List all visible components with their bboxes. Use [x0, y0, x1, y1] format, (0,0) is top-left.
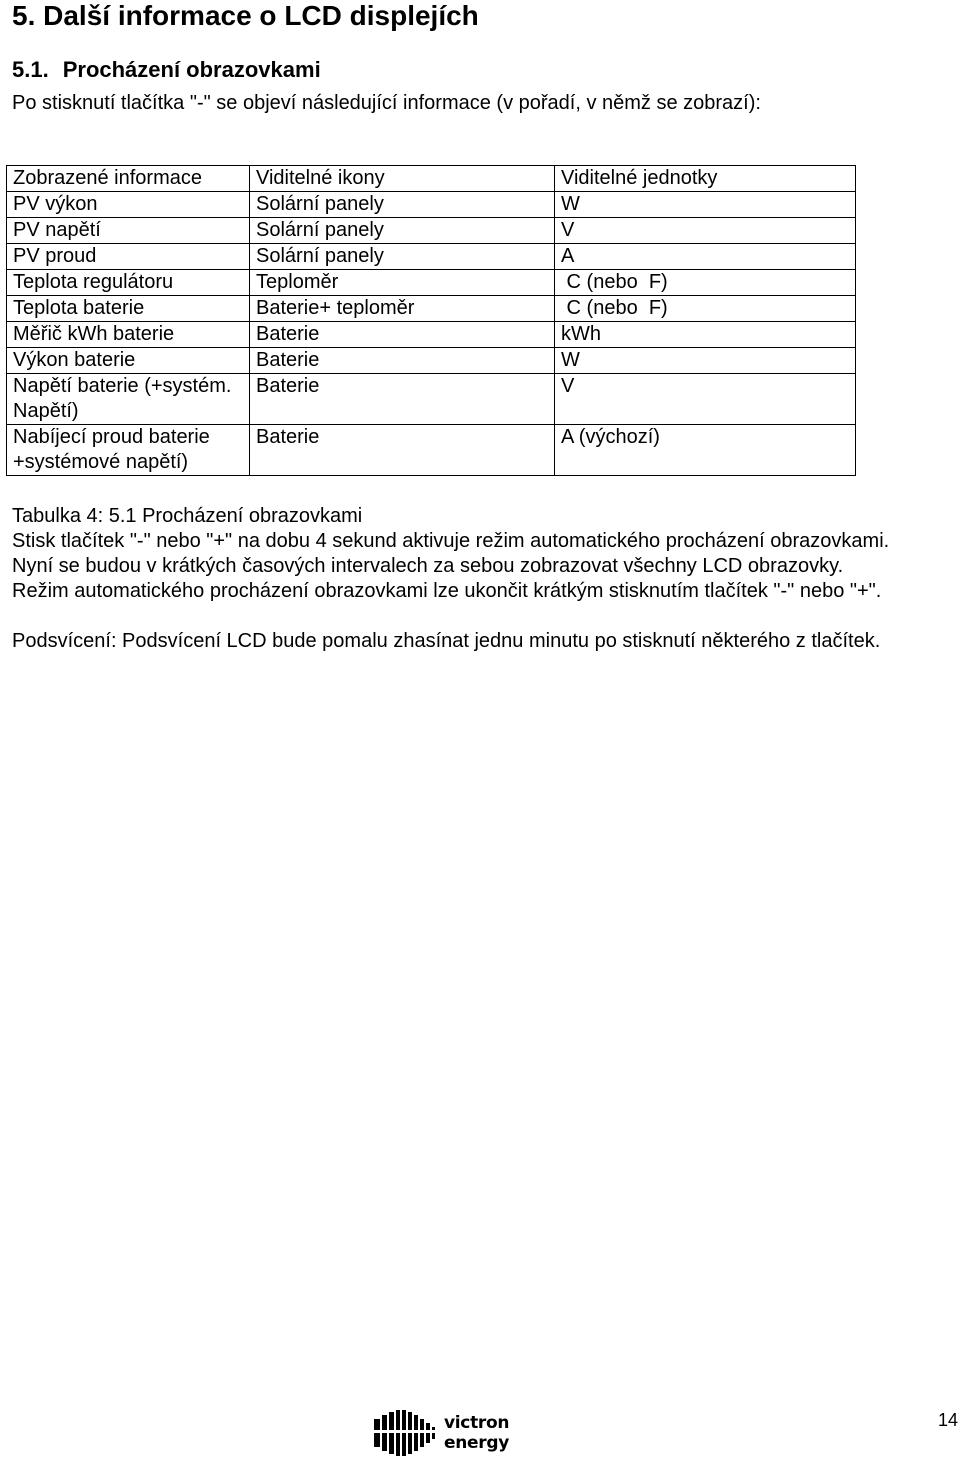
- table-header-cell: Zobrazené informace: [7, 166, 250, 192]
- table-cell: Solární panely: [250, 218, 555, 244]
- table-header-row: [7, 166, 856, 192]
- table-cell: Baterie: [250, 425, 555, 476]
- table-cell: Solární panely: [250, 244, 555, 270]
- table-cell: Teplota baterie: [7, 296, 250, 322]
- logo-text: victron energy: [444, 1413, 510, 1453]
- table-cell: kWh: [555, 322, 856, 348]
- intro-text: Po stisknutí tlačítka "-" se objeví následující informace (v pořadí, v němž se zobrazí):: [12, 92, 761, 114]
- table-cell: PV výkon: [7, 192, 250, 218]
- table-cell: Baterie: [250, 374, 555, 425]
- table-cell: C (nebo F): [555, 270, 856, 296]
- backlight-paragraph: Podsvícení: Podsvícení LCD bude pomalu zhasínat jednu minutu po stisknutí některého z tlačítek.: [12, 630, 881, 652]
- table-row: [7, 374, 856, 425]
- table-cell: Baterie: [250, 322, 555, 348]
- table-cell: W: [555, 348, 856, 374]
- table-cell: PV napětí: [7, 218, 250, 244]
- page-number: 14: [938, 1410, 959, 1430]
- table-cell: Teploměr: [250, 270, 555, 296]
- table-row: [7, 296, 856, 322]
- table-cell: W: [555, 192, 856, 218]
- paragraph: Nyní se budou v krátkých časových intervalech za sebou zobrazovat všechny LCD obrazovky.: [12, 555, 844, 577]
- table-cell: Měřič kWh baterie: [7, 322, 250, 348]
- table-cell: Napětí baterie (+systém. Napětí): [7, 374, 250, 425]
- paragraph: Stisk tlačítek "-" nebo "+" na dobu 4 sekund aktivuje režim automatického procházení obrazovkami.: [12, 530, 890, 552]
- victron-logo-icon: [372, 1407, 440, 1459]
- table-row: [7, 270, 856, 296]
- table-cell: Výkon baterie: [7, 348, 250, 374]
- paragraph: Režim automatického procházení obrazovkami lze ukončit krátkým stisknutím tlačítek "-" nebo "+".: [12, 580, 882, 602]
- section-title: Procházení obrazovkami: [62, 57, 321, 82]
- table-row: [7, 425, 856, 476]
- table-cell: Baterie+ teploměr: [250, 296, 555, 322]
- table-cell: A: [555, 244, 856, 270]
- table-cell: Solární panely: [250, 192, 555, 218]
- table-row: [7, 322, 856, 348]
- table-cell: C (nebo F): [555, 296, 856, 322]
- table-cell: PV proud: [7, 244, 250, 270]
- table-header-cell: Viditelné ikony: [250, 166, 555, 192]
- table-header-cell: Viditelné jednotky: [555, 166, 856, 192]
- table-caption: Tabulka 4: 5.1 Procházení obrazovkami: [12, 505, 363, 527]
- table-cell: Baterie: [250, 348, 555, 374]
- table-cell: Nabíjecí proud baterie +systémové napětí): [7, 425, 250, 476]
- table-cell: V: [555, 218, 856, 244]
- body-text: [12, 504, 912, 654]
- table-row: [7, 192, 856, 218]
- table-row: [7, 348, 856, 374]
- section-heading: [12, 56, 321, 84]
- info-table: [6, 165, 856, 476]
- victron-logo: [372, 1407, 562, 1459]
- page-heading: 5. Další informace o LCD displejích: [12, 0, 479, 31]
- table-row: [7, 218, 856, 244]
- table-cell: A (výchozí): [555, 425, 856, 476]
- table-cell: Teplota regulátoru: [7, 270, 250, 296]
- section-number: 5.1.: [12, 57, 49, 82]
- table-row: [7, 244, 856, 270]
- table-cell: V: [555, 374, 856, 425]
